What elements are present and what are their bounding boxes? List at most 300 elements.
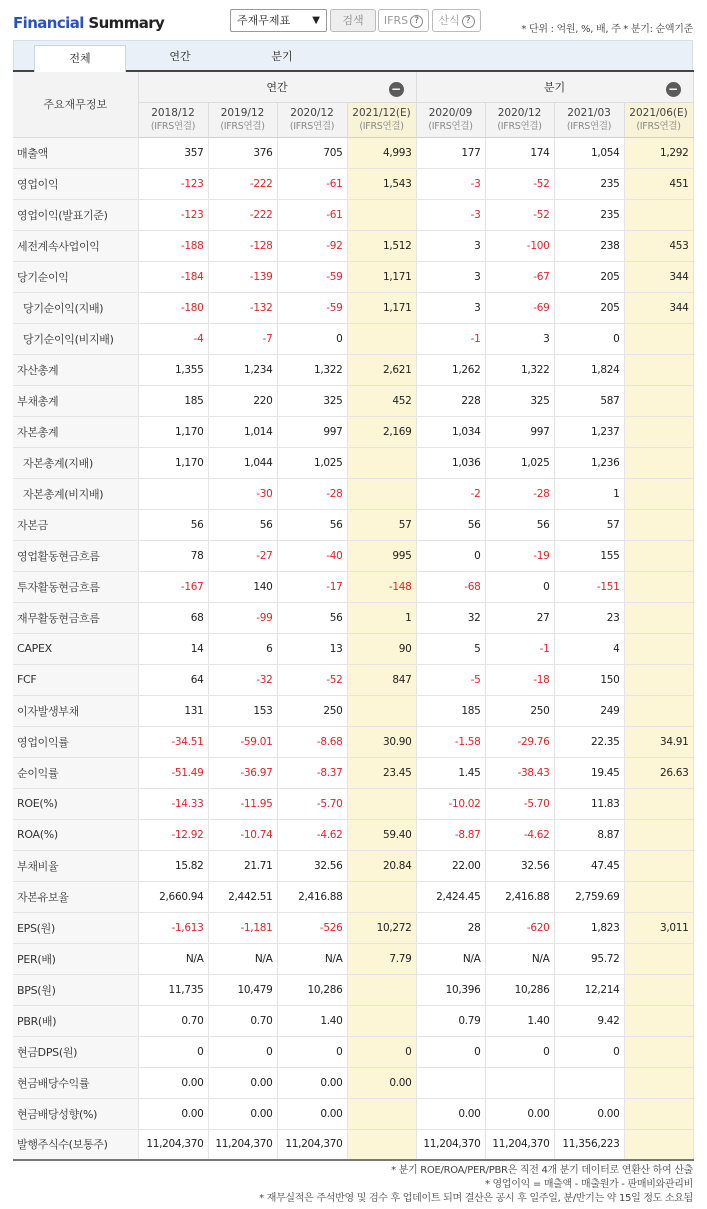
table-cell xyxy=(138,478,208,509)
row-label: 자본총계(비지배) xyxy=(13,478,138,509)
table-cell: -28 xyxy=(485,478,554,509)
table-cell: -5 xyxy=(416,664,485,695)
table-cell: -128 xyxy=(208,230,277,261)
table-cell xyxy=(624,1005,693,1036)
table-cell: -38.43 xyxy=(485,757,554,788)
table-cell xyxy=(624,323,693,354)
table-cell: 11,356,223 xyxy=(554,1129,624,1160)
collapse-quarter-icon[interactable]: − xyxy=(666,82,681,97)
table-cell: -34.51 xyxy=(138,726,208,757)
table-cell xyxy=(624,416,693,447)
table-cell: -52 xyxy=(485,168,554,199)
table-cell: 20.84 xyxy=(347,850,416,881)
table-cell: 34.91 xyxy=(624,726,693,757)
formula-label: 산식 xyxy=(438,14,460,27)
table-cell: 1,171 xyxy=(347,292,416,323)
table-cell: N/A xyxy=(277,943,347,974)
table-cell: 155 xyxy=(554,540,624,571)
row-label: 영업활동현금흐름 xyxy=(13,540,138,571)
table-cell: 32.56 xyxy=(485,850,554,881)
table-row xyxy=(13,757,693,788)
collapse-annual-icon[interactable]: − xyxy=(389,82,404,97)
table-cell: 2,169 xyxy=(347,416,416,447)
table-cell: 1,236 xyxy=(554,447,624,478)
table-cell: 1,170 xyxy=(138,447,208,478)
table-cell: 185 xyxy=(138,385,208,416)
table-cell: 0.00 xyxy=(554,1098,624,1129)
table-cell: 847 xyxy=(347,664,416,695)
table-cell: 357 xyxy=(138,137,208,168)
period-header xyxy=(416,102,485,137)
row-label: CAPEX xyxy=(13,633,138,664)
table-cell: -139 xyxy=(208,261,277,292)
row-label: 순이익률 xyxy=(13,757,138,788)
title-part-financial: Financial xyxy=(13,14,84,32)
table-cell: -59 xyxy=(277,261,347,292)
row-label: PBR(배) xyxy=(13,1005,138,1036)
table-cell: 0 xyxy=(277,1036,347,1067)
table-cell: -100 xyxy=(485,230,554,261)
table-cell: -67 xyxy=(485,261,554,292)
table-row xyxy=(13,230,693,261)
table-cell: 995 xyxy=(347,540,416,571)
table-cell: 0.00 xyxy=(277,1067,347,1098)
table-cell xyxy=(624,819,693,850)
table-row xyxy=(13,478,693,509)
table-cell: N/A xyxy=(485,943,554,974)
table-cell xyxy=(624,385,693,416)
table-cell: 56 xyxy=(416,509,485,540)
table-cell: -1,181 xyxy=(208,912,277,943)
table-row xyxy=(13,199,693,230)
table-cell: 1,355 xyxy=(138,354,208,385)
table-cell: 250 xyxy=(277,695,347,726)
formula-help-button[interactable] xyxy=(432,9,481,32)
table-cell: 325 xyxy=(485,385,554,416)
table-cell: 10,272 xyxy=(347,912,416,943)
table-cell: -10.02 xyxy=(416,788,485,819)
footnotes xyxy=(13,1161,693,1206)
table-cell: 64 xyxy=(138,664,208,695)
table-cell xyxy=(624,1067,693,1098)
table-cell: -4 xyxy=(138,323,208,354)
table-cell: 3 xyxy=(416,230,485,261)
table-cell: N/A xyxy=(138,943,208,974)
header-bar xyxy=(0,0,707,40)
table-row xyxy=(13,447,693,478)
table-cell: 0.00 xyxy=(138,1098,208,1129)
table-cell: 1.40 xyxy=(277,1005,347,1036)
table-row xyxy=(13,695,693,726)
table-cell: -123 xyxy=(138,168,208,199)
footnote: * 분기 ROE/ROA/PER/PBR은 직전 4개 분기 데이터로 연환산 하여 산출 xyxy=(391,1165,693,1176)
table-cell: 56 xyxy=(277,602,347,633)
table-cell: -52 xyxy=(485,199,554,230)
table-row xyxy=(13,540,693,571)
table-cell: 1.40 xyxy=(485,1005,554,1036)
table-cell: -148 xyxy=(347,571,416,602)
table-row xyxy=(13,1098,693,1129)
table-row xyxy=(13,912,693,943)
tab-all[interactable]: 전체 xyxy=(34,45,126,72)
table-cell: 59.40 xyxy=(347,819,416,850)
annual-group-label: 연간 xyxy=(266,80,288,94)
table-cell: -222 xyxy=(208,168,277,199)
table-cell: -52 xyxy=(277,664,347,695)
question-icon: ? xyxy=(410,15,423,28)
table-cell: 21.71 xyxy=(208,850,277,881)
table-cell: 0.79 xyxy=(416,1005,485,1036)
table-cell: 1 xyxy=(554,478,624,509)
table-cell: 452 xyxy=(347,385,416,416)
row-label: PER(배) xyxy=(13,943,138,974)
table-row xyxy=(13,137,693,168)
table-cell: -8.87 xyxy=(416,819,485,850)
table-cell: 250 xyxy=(485,695,554,726)
table-cell: 30.90 xyxy=(347,726,416,757)
table-cell: -188 xyxy=(138,230,208,261)
table-cell: 587 xyxy=(554,385,624,416)
table-cell: 12,214 xyxy=(554,974,624,1005)
table-cell: -68 xyxy=(416,571,485,602)
table-cell: -92 xyxy=(277,230,347,261)
period-date: 2019/12 xyxy=(220,106,265,119)
table-row xyxy=(13,602,693,633)
table-cell: -99 xyxy=(208,602,277,633)
table-cell: -151 xyxy=(554,571,624,602)
table-cell: 0.00 xyxy=(485,1098,554,1129)
table-cell: 0 xyxy=(208,1036,277,1067)
table-row xyxy=(13,974,693,1005)
table-cell xyxy=(347,1129,416,1160)
table-cell: -123 xyxy=(138,199,208,230)
table-cell: -36.97 xyxy=(208,757,277,788)
table-cell: -40 xyxy=(277,540,347,571)
table-cell: 22.00 xyxy=(416,850,485,881)
table-cell xyxy=(347,1005,416,1036)
row-label: ROA(%) xyxy=(13,819,138,850)
table-cell: 68 xyxy=(138,602,208,633)
table-cell: 3,011 xyxy=(624,912,693,943)
table-cell: -59 xyxy=(277,292,347,323)
period-date: 2020/09 xyxy=(428,106,473,119)
table-row xyxy=(13,416,693,447)
table-cell: -8.37 xyxy=(277,757,347,788)
table-cell: 32 xyxy=(416,602,485,633)
table-cell: 1,322 xyxy=(485,354,554,385)
row-label: 재무활동현금흐름 xyxy=(13,602,138,633)
period-basis: (IFRS연결) xyxy=(636,120,681,132)
table-row xyxy=(13,261,693,292)
table-row xyxy=(13,509,693,540)
table-cell: -19 xyxy=(485,540,554,571)
quarter-group-header xyxy=(416,71,693,102)
table-cell: 220 xyxy=(208,385,277,416)
table-cell: 0.00 xyxy=(138,1067,208,1098)
row-label: 부채총계 xyxy=(13,385,138,416)
period-basis: (IFRS연결) xyxy=(566,120,612,132)
table-cell: 95.72 xyxy=(554,943,624,974)
table-cell: 177 xyxy=(416,137,485,168)
table-cell: 11,204,370 xyxy=(277,1129,347,1160)
table-cell: 0.00 xyxy=(347,1067,416,1098)
table-cell: 9.42 xyxy=(554,1005,624,1036)
table-cell: 0 xyxy=(416,1036,485,1067)
table-cell: 2,660.94 xyxy=(138,881,208,912)
table-cell: 0 xyxy=(347,1036,416,1067)
table-cell xyxy=(624,571,693,602)
row-label: 영업이익률 xyxy=(13,726,138,757)
row-label: 현금배당수익률 xyxy=(13,1067,138,1098)
table-cell: 153 xyxy=(208,695,277,726)
table-row xyxy=(13,385,693,416)
table-cell: 7.79 xyxy=(347,943,416,974)
table-cell: 13 xyxy=(277,633,347,664)
table-cell xyxy=(624,664,693,695)
table-cell xyxy=(347,788,416,819)
period-basis: (IFRS연결) xyxy=(220,120,265,132)
table-cell: 26.63 xyxy=(624,757,693,788)
table-cell: 205 xyxy=(554,292,624,323)
table-cell: 2,424.45 xyxy=(416,881,485,912)
table-cell xyxy=(624,478,693,509)
table-cell: -51.49 xyxy=(138,757,208,788)
table-cell xyxy=(624,974,693,1005)
table-cell: 19.45 xyxy=(554,757,624,788)
period-basis: (IFRS연결) xyxy=(289,120,335,132)
table-cell: -184 xyxy=(138,261,208,292)
table-cell: 0 xyxy=(554,323,624,354)
table-cell: 15.82 xyxy=(138,850,208,881)
table-cell: 1,171 xyxy=(347,261,416,292)
period-date: 2021/06(E) xyxy=(629,106,688,119)
table-cell xyxy=(347,478,416,509)
row-label: 자본총계 xyxy=(13,416,138,447)
table-cell: 11,735 xyxy=(138,974,208,1005)
statement-type-value: 주재무제표 xyxy=(237,14,291,27)
table-cell: 1,014 xyxy=(208,416,277,447)
table-cell xyxy=(624,943,693,974)
table-cell: 2,416.88 xyxy=(277,881,347,912)
table-cell: 249 xyxy=(554,695,624,726)
row-label: 자본금 xyxy=(13,509,138,540)
table-cell: 0.00 xyxy=(277,1098,347,1129)
table-cell: -61 xyxy=(277,199,347,230)
table-cell: 11,204,370 xyxy=(416,1129,485,1160)
row-label: 자본유보율 xyxy=(13,881,138,912)
table-row xyxy=(13,850,693,881)
table-cell: 3 xyxy=(485,323,554,354)
table-cell: 0 xyxy=(416,540,485,571)
table-cell: 235 xyxy=(554,168,624,199)
table-cell: -5.70 xyxy=(485,788,554,819)
statement-type-select[interactable] xyxy=(230,9,327,32)
table-cell: 6 xyxy=(208,633,277,664)
table-cell: 22.35 xyxy=(554,726,624,757)
table-cell: 2,759.69 xyxy=(554,881,624,912)
table-cell: 0.70 xyxy=(138,1005,208,1036)
table-cell: 0 xyxy=(554,1036,624,1067)
table-cell xyxy=(347,1098,416,1129)
table-cell: 10,286 xyxy=(485,974,554,1005)
table-cell: 14 xyxy=(138,633,208,664)
table-cell xyxy=(624,850,693,881)
period-header xyxy=(624,102,693,137)
table-cell: 1,824 xyxy=(554,354,624,385)
table-cell: 1,025 xyxy=(485,447,554,478)
widget-title xyxy=(13,14,164,32)
table-cell: 11,204,370 xyxy=(138,1129,208,1160)
table-cell: 5 xyxy=(416,633,485,664)
table-cell: 1,262 xyxy=(416,354,485,385)
row-label: 부채비율 xyxy=(13,850,138,881)
table-cell: 4 xyxy=(554,633,624,664)
row-label: FCF xyxy=(13,664,138,695)
table-cell: 10,286 xyxy=(277,974,347,1005)
ifrs-help-button[interactable] xyxy=(378,9,429,32)
search-button[interactable]: 검색 xyxy=(330,9,376,32)
table-cell: 1,170 xyxy=(138,416,208,447)
table-cell: 78 xyxy=(138,540,208,571)
table-cell: 8.87 xyxy=(554,819,624,850)
row-label: 투자활동현금흐름 xyxy=(13,571,138,602)
table-cell: -10.74 xyxy=(208,819,277,850)
table-row xyxy=(13,819,693,850)
table-cell: 0 xyxy=(277,323,347,354)
table-row xyxy=(13,664,693,695)
row-label: 이자발생부채 xyxy=(13,695,138,726)
table-cell: 0.00 xyxy=(208,1067,277,1098)
table-cell: 28 xyxy=(416,912,485,943)
table-cell: 47.45 xyxy=(554,850,624,881)
table-cell: -3 xyxy=(416,199,485,230)
table-cell xyxy=(347,323,416,354)
table-cell: 1,044 xyxy=(208,447,277,478)
table-cell xyxy=(347,447,416,478)
table-cell: 1 xyxy=(347,602,416,633)
table-row xyxy=(13,571,693,602)
table-row xyxy=(13,1005,693,1036)
table-row xyxy=(13,168,693,199)
table-cell: 3 xyxy=(416,261,485,292)
table-cell: 131 xyxy=(138,695,208,726)
table-cell: 1,034 xyxy=(416,416,485,447)
table-cell: -1 xyxy=(416,323,485,354)
period-date: 2018/12 xyxy=(151,106,195,119)
table-row xyxy=(13,1036,693,1067)
table-cell xyxy=(624,447,693,478)
table-cell: 90 xyxy=(347,633,416,664)
table-cell: 1,512 xyxy=(347,230,416,261)
unit-note: * 단위 : 억원, %, 배, 주 * 분기: 순액기준 xyxy=(521,24,693,35)
table-cell: 11,204,370 xyxy=(208,1129,277,1160)
table-cell: 453 xyxy=(624,230,693,261)
table-cell: 1,025 xyxy=(277,447,347,478)
table-cell: 140 xyxy=(208,571,277,602)
table-cell: -8.68 xyxy=(277,726,347,757)
table-cell xyxy=(624,540,693,571)
table-cell: 0 xyxy=(485,571,554,602)
chevron-down-icon: ▼ xyxy=(312,15,320,26)
table-cell xyxy=(485,1067,554,1098)
period-basis: (IFRS연결) xyxy=(150,120,196,132)
table-cell: 10,396 xyxy=(416,974,485,1005)
table-row xyxy=(13,943,693,974)
row-label: 매출액 xyxy=(13,137,138,168)
table-cell: -620 xyxy=(485,912,554,943)
period-header xyxy=(277,102,347,137)
table-cell: -1,613 xyxy=(138,912,208,943)
footnote: * 재무실적은 주석반영 및 검수 후 업데이트 되며 결산은 공시 후 일주일, 분/반기는 약 15일 정도 소요됨 xyxy=(259,1193,693,1204)
period-date: 2020/12 xyxy=(290,106,334,119)
row-label: 발행주식수(보통주) xyxy=(13,1129,138,1160)
row-label: 영업이익 xyxy=(13,168,138,199)
row-label: 당기순이익(비지배) xyxy=(13,323,138,354)
row-label: 세전계속사업이익 xyxy=(13,230,138,261)
row-label: ROE(%) xyxy=(13,788,138,819)
table-cell: -29.76 xyxy=(485,726,554,757)
tab-annual[interactable]: 연간 xyxy=(169,50,191,63)
table-cell xyxy=(624,788,693,819)
table-row xyxy=(13,323,693,354)
table-cell: -30 xyxy=(208,478,277,509)
table-row xyxy=(13,354,693,385)
table-row xyxy=(13,1067,693,1098)
period-date: 2021/03 xyxy=(567,106,611,119)
table-row xyxy=(13,788,693,819)
row-label: 현금DPS(원) xyxy=(13,1036,138,1067)
table-cell xyxy=(416,1067,485,1098)
table-cell: -7 xyxy=(208,323,277,354)
period-tabs xyxy=(13,40,693,70)
table-cell: 11.83 xyxy=(554,788,624,819)
table-cell: -1.58 xyxy=(416,726,485,757)
table-cell: 1,237 xyxy=(554,416,624,447)
table-cell: 228 xyxy=(416,385,485,416)
table-cell xyxy=(554,1067,624,1098)
row-label: 현금배당성향(%) xyxy=(13,1098,138,1129)
table-cell xyxy=(624,509,693,540)
table-cell: -4.62 xyxy=(277,819,347,850)
table-cell: 57 xyxy=(347,509,416,540)
row-header-label: 주요재무정보 xyxy=(13,71,138,137)
table-cell: 3 xyxy=(416,292,485,323)
table-cell xyxy=(347,881,416,912)
table-cell: 325 xyxy=(277,385,347,416)
table-cell: 150 xyxy=(554,664,624,695)
table-cell: -28 xyxy=(277,478,347,509)
table-cell: -222 xyxy=(208,199,277,230)
row-label: BPS(원) xyxy=(13,974,138,1005)
table-cell: 238 xyxy=(554,230,624,261)
table-cell: 174 xyxy=(485,137,554,168)
table-cell: 235 xyxy=(554,199,624,230)
table-row xyxy=(13,1129,693,1160)
table-row xyxy=(13,633,693,664)
table-cell: 2,442.51 xyxy=(208,881,277,912)
table-cell: -11.95 xyxy=(208,788,277,819)
table-cell: -1 xyxy=(485,633,554,664)
table-cell: -180 xyxy=(138,292,208,323)
tab-quarterly[interactable]: 분기 xyxy=(271,50,293,63)
table-cell: 10,479 xyxy=(208,974,277,1005)
table-cell xyxy=(624,633,693,664)
table-cell: 205 xyxy=(554,261,624,292)
table-cell: 11,204,370 xyxy=(485,1129,554,1160)
row-label: 자본총계(지배) xyxy=(13,447,138,478)
period-basis: (IFRS연결) xyxy=(359,120,404,132)
table-cell: 0 xyxy=(138,1036,208,1067)
